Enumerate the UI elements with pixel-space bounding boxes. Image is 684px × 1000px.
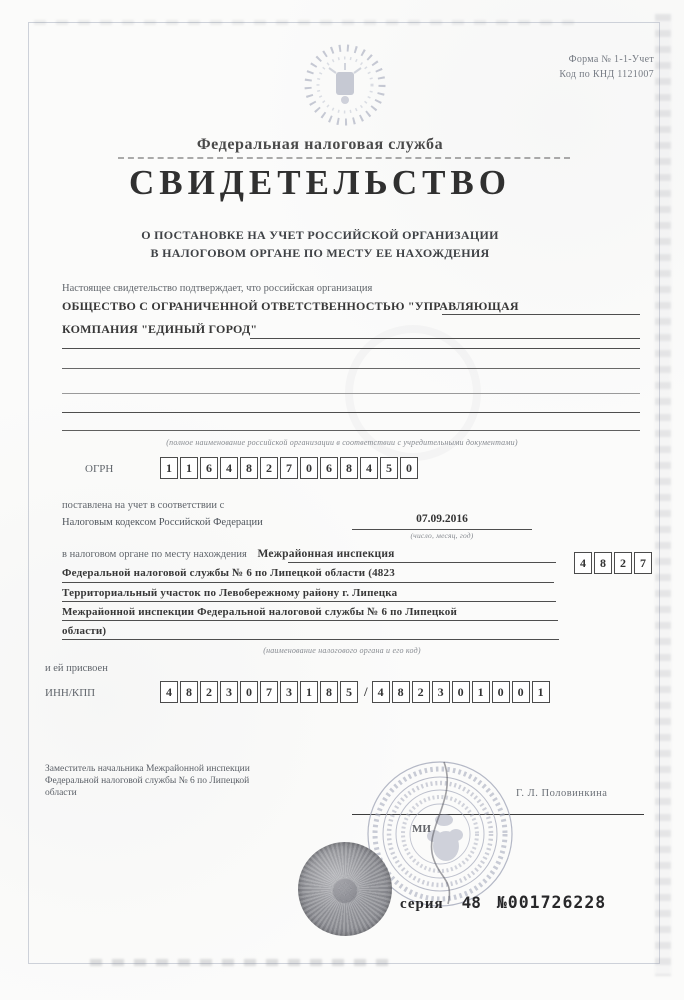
authority-underline-2 [62,582,554,583]
kpp-digit-cell: 0 [512,681,530,703]
kpp-digit-cell: 1 [472,681,490,703]
assigned-text: и ей присвоен [45,663,108,674]
scan-artifact-top-edge [34,20,574,25]
authority-code-cell: 7 [634,552,652,574]
inn-digit-cell: 5 [340,681,358,703]
intro-text: Настоящее свидетельство подтверждает, что российская организация [62,283,373,294]
inn-digit-cell: 3 [280,681,298,703]
authority-intro-row [62,548,395,560]
ogrn-digit-cell: 0 [300,457,318,479]
inn-digit-cell: 2 [200,681,218,703]
embossed-seal-icon [298,842,392,936]
ogrn-digit-cell: 8 [240,457,258,479]
stamp-center-text: МИ [412,823,431,835]
blank-rule-1 [62,348,640,349]
series-label: серия [400,896,444,912]
form-metadata [559,52,654,82]
kpp-digit-cell: 2 [412,681,430,703]
authority-name-line-5: области) [62,625,107,637]
inn-digit-cell: 8 [320,681,338,703]
inn-digit-cell: 1 [300,681,318,703]
kpp-digit-cell: 0 [492,681,510,703]
registered-line-2: Налоговым кодексом Российской Федерации [62,517,263,528]
inn-digit-cell: 3 [220,681,238,703]
authority-code-boxes [574,552,654,574]
authority-underline-3 [62,601,556,602]
inn-digit-cell: 0 [240,681,258,703]
ogrn-digit-cell: 4 [220,457,238,479]
authority-code-cell: 8 [594,552,612,574]
registration-date: 07.09.2016 [416,513,468,525]
authority-name-line-2: Федеральной налоговой службы № 6 по Липецкой области (4823 [62,567,395,579]
ogrn-digit-cell: 5 [380,457,398,479]
organization-name-line-1: ОБЩЕСТВО С ОГРАНИЧЕННОЙ ОТВЕТСТВЕННОСТЬЮ "УПРАВЛЯЮЩАЯ [62,299,519,313]
kpp-digit-cell: 3 [432,681,450,703]
org-underline-1 [442,314,640,315]
authority-underline-4 [62,620,558,621]
authority-name-line-1: Межрайонная инспекция [257,548,395,560]
subtitle-line-2: В НАЛОГОВОМ ОРГАНЕ ПО МЕСТУ ЕЕ НАХОЖДЕНИЯ [150,246,490,260]
inn-kpp-separator: / [364,683,368,699]
authority-code-cell: 4 [574,552,592,574]
form-number: Форма № 1-1-Учет [568,54,654,65]
blank-rule-4 [62,412,640,413]
blank-rule-2 [62,368,640,369]
blank-rule-5 [62,430,640,431]
authority-intro-text: в налоговом органе по месту нахождения [62,549,247,560]
org-underline-2 [250,338,640,339]
authority-code-cell: 2 [614,552,632,574]
scan-artifact-right-edge [655,14,671,976]
ogrn-digit-cell: 7 [280,457,298,479]
ogrn-digit-cell: 0 [400,457,418,479]
kpp-digit-cell: 0 [452,681,470,703]
ogrn-digit-cell: 6 [320,457,338,479]
date-underline [352,529,532,530]
authority-underline-5 [62,639,559,640]
signer-position-line-2: Федеральной налоговой службы № 6 по Липецкой [45,776,250,786]
state-emblem-icon [300,40,390,135]
series-value: 48 [461,893,481,912]
ogrn-digit-boxes [160,457,420,479]
page-title: СВИДЕТЕЛЬСТВО [128,163,512,202]
registered-line-1: поставлена на учет в соответствии с [62,500,225,511]
signer-position-line-1: Заместитель начальника Межрайонной инспекции [45,764,250,774]
date-caption: (число, месяц, год) [410,531,474,540]
series-row [400,893,606,913]
inn-digit-cell: 4 [160,681,178,703]
kpp-digit-cell: 8 [392,681,410,703]
ogrn-digit-cell: 4 [360,457,378,479]
ogrn-digit-cell: 1 [180,457,198,479]
knd-code: Код по КНД 1121007 [559,69,654,80]
header-divider [118,157,570,159]
ogrn-digit-cell: 2 [260,457,278,479]
inn-digit-cell: 7 [260,681,278,703]
scan-artifact-bottom-edge [90,959,390,966]
ogrn-digit-cell: 8 [340,457,358,479]
ogrn-digit-cell: 1 [160,457,178,479]
org-name-caption: (полное наименование российской организации в соответствии с учредительными документами) [166,438,518,447]
ogrn-digit-cell: 6 [200,457,218,479]
authority-caption: (наименование налогового органа и его код) [263,646,421,655]
signer-name: Г. Л. Половинкина [516,788,608,799]
signer-position [45,763,335,799]
agency-name: Федеральная налоговая служба [196,136,444,153]
authority-name-line-3: Территориальный участок по Левобережному району г. Липецка [62,587,398,599]
signer-position-line-3: области [45,788,77,798]
kpp-digit-cell: 4 [372,681,390,703]
inn-kpp-digit-boxes [160,681,552,703]
subtitle-line-1: О ПОСТАНОВКЕ НА УЧЕТ РОССИЙСКОЙ ОРГАНИЗАЦИИ [141,228,499,242]
organization-name-line-2: КОМПАНИЯ "ЕДИНЫЙ ГОРОД" [62,322,258,336]
inn-digit-cell: 8 [180,681,198,703]
blank-rule-3 [62,393,640,394]
innkpp-label: ИНН/КПП [45,687,96,699]
certificate-number: №001726228 [496,893,607,912]
authority-underline-1 [288,562,556,563]
authority-name-line-4: Межрайонной инспекции Федеральной налоговой службы № 6 по Липецкой [62,606,458,618]
ogrn-label: ОГРН [85,463,114,475]
kpp-digit-cell: 1 [532,681,550,703]
